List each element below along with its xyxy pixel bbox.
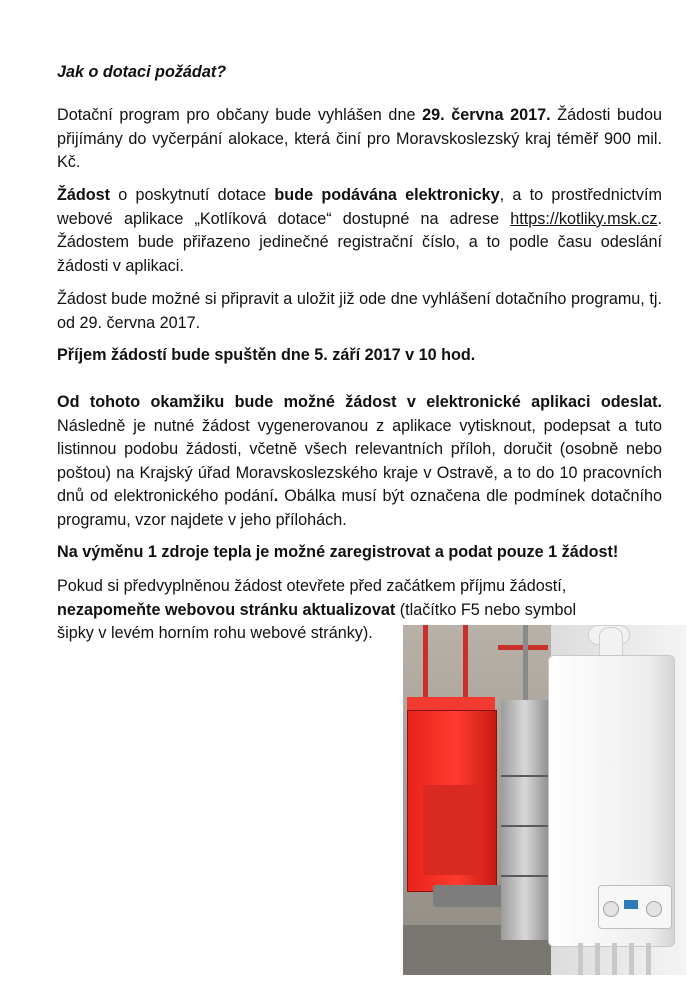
text: (tlačítko F5 nebo symbol šipky v levém horním rohu webové stránky).	[57, 600, 577, 642]
section-heading: Jak o dotaci požádat?	[57, 63, 227, 81]
grey-boiler	[501, 700, 549, 940]
text: , a to prostřednictvím webové aplikace „Kotlíková dotace“ dostupné na adrese	[57, 186, 662, 228]
bold-period: .	[273, 487, 279, 505]
panel-seam	[501, 775, 549, 777]
bold-text: Od tohoto okamžiku bude možné žádost v elektronické aplikaci odeslat.	[57, 393, 662, 411]
knob	[603, 901, 619, 917]
boiler-display	[624, 900, 638, 909]
knob	[646, 901, 662, 917]
auger-feeder	[433, 885, 503, 907]
bold-text: bude podávána elektronicky	[274, 186, 500, 204]
bold-date: 29. června 2017.	[422, 106, 551, 124]
text: Dotační program pro občany bude vyhlášen dne	[57, 106, 423, 124]
paragraph-reception-start: Příjem žádostí bude spuštěn dne 5. září 2017 v 10 hod.	[57, 346, 476, 364]
paragraph-program-announcement	[57, 104, 662, 175]
text: Obálka musí být označena dle podmínek dotačního programu, vzor najdete v jeho přílohách.	[57, 487, 662, 529]
paragraph-electronic-submission	[57, 184, 662, 278]
panel-seam	[501, 875, 549, 877]
text: Pokud si předvyplněnou žádost otevřete před začátkem příjmu žádostí,	[57, 577, 567, 595]
paragraph-prepare-application: Žádost bude možné si připravit a uložit již ode dne vyhlášení dotačního programu, tj. od 29. června 2017.	[57, 290, 662, 332]
text: Žádosti budou přijímány do vyčerpání alokace, která činí pro Moravskoslezský kraj téměř 900 mil. Kč.	[57, 106, 662, 171]
pipe	[423, 625, 428, 705]
text: . Žádostem bude přiřazeno jedinečné registrační číslo, a to podle času odeslání žádosti v aplikaci.	[57, 209, 662, 275]
panel-seam	[501, 825, 549, 827]
bold-text: nezapomeňte webovou stránku aktualizovat	[57, 600, 396, 619]
gas-boiler-pipes	[573, 943, 653, 975]
pipe	[463, 625, 468, 700]
fuel-hopper	[423, 785, 478, 875]
text: o poskytnutí dotace	[110, 186, 275, 204]
kotliky-link[interactable]: https://kotliky.msk.cz	[510, 209, 658, 228]
paragraph-sending-instructions	[57, 391, 662, 532]
pipe	[523, 625, 528, 700]
paragraph-one-application-rule: Na výměnu 1 zdroje tepla je možné zaregistrovat a podat pouze 1 žádost!	[57, 543, 619, 561]
bold-text: Žádost	[57, 186, 111, 204]
boiler-photo	[403, 625, 686, 975]
text: Následně je nutné žádost vygenerovanou z aplikace vytisknout, podepsat a tuto listinnou podobu žádosti, včetně všech relevantních příloh, doručit (osobně nebo poštou) na Krajský úřad Moravskoslezského kraje v Ostravě, a to do 10 pracovních dnů od elektronického podání	[57, 416, 662, 505]
